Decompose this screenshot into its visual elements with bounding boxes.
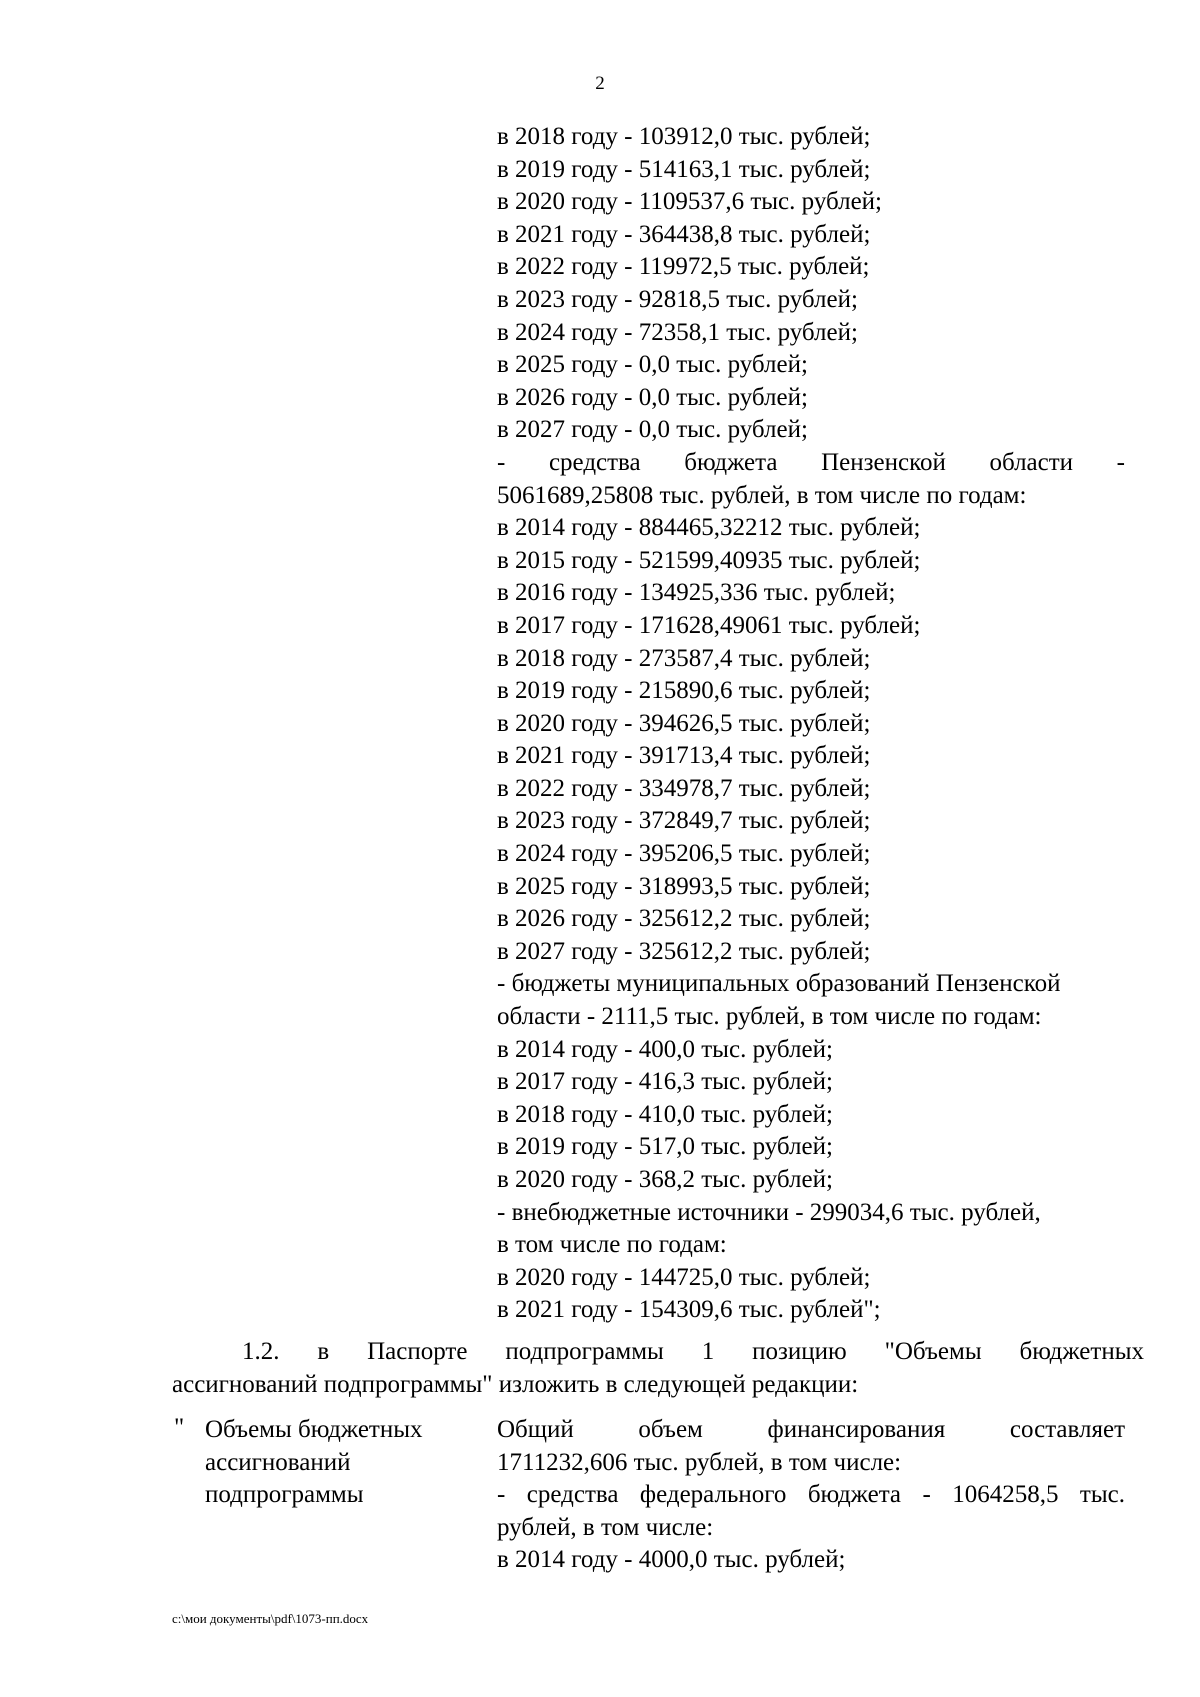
list-line: в 2014 году - 4000,0 тыс. рублей;	[497, 1546, 846, 1574]
list-line: в 2026 году - 0,0 тыс. рублей;	[497, 383, 808, 411]
list-line: в 2027 году - 0,0 тыс. рублей;	[497, 416, 808, 444]
passport-position-content	[497, 1414, 1125, 1577]
list-line: в 2021 году - 154309,6 тыс. рублей";	[497, 1296, 881, 1324]
opening-quote-mark: "	[174, 1414, 185, 1441]
amendment-paragraph	[172, 1336, 1144, 1401]
list-line: в 2020 году - 394626,5 тыс. рублей;	[497, 709, 871, 737]
list-line: в 2024 году - 395206,5 тыс. рублей;	[497, 840, 871, 868]
list-line: в 2022 году - 119972,5 тыс. рублей;	[497, 253, 870, 281]
list-line: в 2017 году - 416,3 тыс. рублей;	[497, 1068, 833, 1096]
list-line: в 2020 году - 144725,0 тыс. рублей;	[497, 1263, 871, 1291]
list-line: в 2023 году - 372849,7 тыс. рублей;	[497, 807, 871, 835]
list-line: в 2025 году - 318993,5 тыс. рублей;	[497, 872, 871, 900]
regional-budget-total: 5061689,25808 тыс. рублей, в том числе по годам:	[497, 481, 1027, 509]
list-line: в 2015 году - 521599,40935 тыс. рублей;	[497, 546, 921, 574]
municipal-budget-heading: - бюджеты муниципальных образований Пензенской	[497, 970, 1061, 998]
regional-budget-heading: - средства бюджета Пензенской области -	[497, 448, 1125, 476]
list-line: в 2014 году - 884465,32212 тыс. рублей;	[497, 514, 921, 542]
position-label-line: Объемы бюджетных	[205, 1416, 423, 1443]
list-line: в 2018 году - 410,0 тыс. рублей;	[497, 1100, 833, 1128]
federal-budget-heading: - средства федерального бюджета - 1064258,5 тыс.	[497, 1481, 1125, 1509]
funding-list-continued	[497, 121, 1125, 1327]
list-line: в 2018 году - 273587,4 тыс. рублей;	[497, 644, 871, 672]
extrabudgetary-subheading: в том числе по годам:	[497, 1231, 727, 1259]
list-line: в 2027 году - 325612,2 тыс. рублей;	[497, 937, 871, 965]
list-line: в 2019 году - 517,0 тыс. рублей;	[497, 1133, 833, 1161]
municipal-budget-total: области - 2111,5 тыс. рублей, в том числе по годам:	[497, 1003, 1042, 1031]
list-line: в 2017 году - 171628,49061 тыс. рублей;	[497, 611, 921, 639]
page-number: 2	[595, 73, 605, 94]
list-line: в 2023 году - 92818,5 тыс. рублей;	[497, 285, 858, 313]
list-line: в 2020 году - 1109537,6 тыс. рублей;	[497, 188, 882, 216]
list-line: в 2026 году - 325612,2 тыс. рублей;	[497, 905, 871, 933]
list-line: в 2024 году - 72358,1 тыс. рублей;	[497, 318, 858, 346]
list-line: в 2022 году - 334978,7 тыс. рублей;	[497, 774, 871, 802]
position-label-line: ассигнований	[205, 1448, 351, 1476]
federal-budget-subheading: рублей, в том числе:	[497, 1513, 714, 1541]
position-label-line: подпрограммы	[205, 1481, 364, 1509]
amendment-paragraph-line-1: 1.2. в Паспорте подпрограммы 1 позицию "Объемы бюджетных	[242, 1338, 1144, 1365]
passport-position-label	[205, 1414, 465, 1512]
list-line: в 2019 году - 215890,6 тыс. рублей;	[497, 677, 871, 705]
list-line: в 2021 году - 364438,8 тыс. рублей;	[497, 220, 871, 248]
amendment-paragraph-line-2: ассигнований подпрограммы" изложить в следующей редакции:	[172, 1370, 859, 1398]
list-line: в 2020 году - 368,2 тыс. рублей;	[497, 1166, 833, 1193]
list-line: в 2014 году - 400,0 тыс. рублей;	[497, 1035, 833, 1063]
list-line: в 2018 году - 103912,0 тыс. рублей;	[497, 123, 871, 150]
total-funding-amount: 1711232,606 тыс. рублей, в том числе:	[497, 1448, 902, 1476]
list-line: в 2016 году - 134925,336 тыс. рублей;	[497, 579, 896, 607]
list-line: в 2019 году - 514163,1 тыс. рублей;	[497, 155, 871, 183]
list-line: в 2021 году - 391713,4 тыс. рублей;	[497, 742, 871, 770]
file-path-footer: c:\мои документы\pdf\1073-пп.docx	[172, 1611, 369, 1626]
total-funding-line: Общий объем финансирования составляет	[497, 1416, 1125, 1443]
extrabudgetary-heading: - внебюджетные источники - 299034,6 тыс. рублей,	[497, 1198, 1041, 1226]
list-line: в 2025 году - 0,0 тыс. рублей;	[497, 351, 808, 379]
